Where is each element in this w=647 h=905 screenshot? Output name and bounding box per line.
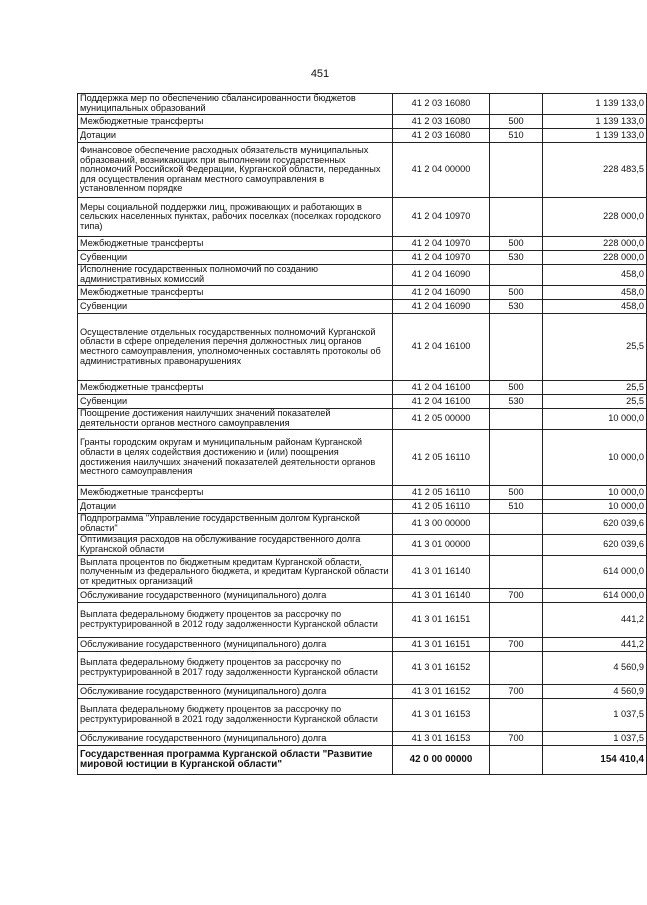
row-amount-cell: 228 000,0 [543, 237, 647, 251]
table-row [78, 143, 647, 198]
row-name-cell: Межбюджетные трансферты [78, 115, 393, 129]
row-code-cell: 41 3 01 16151 [393, 638, 490, 652]
row-code-cell: 41 2 04 16090 [393, 300, 490, 314]
row-name-cell: Оптимизация расходов на обслуживание государственного долга Курганской области [78, 535, 393, 556]
row-amount-cell: 228 483,5 [543, 143, 647, 198]
row-name-cell: Поощрение достижения наилучших значений показателей деятельности органов местного самоуправления [78, 409, 393, 430]
row-name-cell: Меры социальной поддержки лиц, проживающих и работающих в сельских населенных пунктах, рабочих поселках (поселках городского типа) [78, 198, 393, 237]
row-code-cell: 41 2 05 16110 [393, 500, 490, 514]
row-name-cell: Субвенции [78, 395, 393, 409]
row-vr-cell: 530 [490, 251, 543, 265]
row-amount-cell: 458,0 [543, 265, 647, 286]
table-row [78, 746, 647, 775]
row-amount-cell: 4 560,9 [543, 652, 647, 685]
table-row [78, 603, 647, 638]
budget-table [77, 93, 647, 775]
table-row [78, 115, 647, 129]
row-name-cell: Исполнение государственных полномочий по созданию административных комиссий [78, 265, 393, 286]
row-vr-cell [490, 652, 543, 685]
row-amount-cell: 1 139 133,0 [543, 94, 647, 115]
row-amount-cell: 10 000,0 [543, 430, 647, 486]
table-row [78, 430, 647, 486]
row-code-cell: 41 2 04 16100 [393, 395, 490, 409]
row-code-cell: 41 2 04 10970 [393, 237, 490, 251]
table-row [78, 732, 647, 746]
table-row [78, 300, 647, 314]
table-row [78, 535, 647, 556]
row-name-cell: Обслуживание государственного (муниципального) долга [78, 638, 393, 652]
row-vr-cell: 530 [490, 395, 543, 409]
table-row [78, 265, 647, 286]
row-code-cell: 41 3 01 16152 [393, 685, 490, 699]
row-amount-cell: 4 560,9 [543, 685, 647, 699]
row-amount-cell: 1 037,5 [543, 699, 647, 732]
row-name-cell: Выплата федеральному бюджету процентов за рассрочку по реструктурированной в 2012 году задолженности Курганской области [78, 603, 393, 638]
row-code-cell: 41 3 01 16151 [393, 603, 490, 638]
row-vr-cell: 700 [490, 589, 543, 603]
row-amount-cell: 25,5 [543, 314, 647, 381]
row-name-cell: Дотации [78, 129, 393, 143]
table-row [78, 556, 647, 589]
row-amount-cell: 25,5 [543, 395, 647, 409]
row-amount-cell: 1 037,5 [543, 732, 647, 746]
table-row [78, 395, 647, 409]
row-code-cell: 42 0 00 00000 [393, 746, 490, 775]
row-vr-cell: 530 [490, 300, 543, 314]
table-row [78, 286, 647, 300]
row-vr-cell: 510 [490, 129, 543, 143]
row-vr-cell [490, 94, 543, 115]
table-row [78, 652, 647, 685]
row-vr-cell: 700 [490, 732, 543, 746]
row-vr-cell [490, 699, 543, 732]
row-amount-cell: 1 139 133,0 [543, 129, 647, 143]
table-row [78, 486, 647, 500]
row-vr-cell [490, 746, 543, 775]
row-vr-cell: 700 [490, 685, 543, 699]
budget-table-body [78, 94, 647, 775]
row-vr-cell [490, 535, 543, 556]
table-row [78, 198, 647, 237]
row-amount-cell: 228 000,0 [543, 251, 647, 265]
row-vr-cell [490, 556, 543, 589]
row-vr-cell: 500 [490, 486, 543, 500]
row-amount-cell: 10 000,0 [543, 486, 647, 500]
row-vr-cell [490, 409, 543, 430]
row-name-cell: Межбюджетные трансферты [78, 286, 393, 300]
row-name-cell: Субвенции [78, 251, 393, 265]
row-name-cell: Финансовое обеспечение расходных обязательств муниципальных образований, возникающих при выполнении государственных полномочий Российской Федерации, Курганской области, переданных для осуществления органам местного самоуправления в установленном порядке [78, 143, 393, 198]
row-name-cell: Межбюджетные трансферты [78, 381, 393, 395]
row-amount-cell: 10 000,0 [543, 409, 647, 430]
row-code-cell: 41 2 04 00000 [393, 143, 490, 198]
row-vr-cell [490, 603, 543, 638]
row-name-cell: Осуществление отдельных государственных полномочий Курганской области в сфере определения перечня должностных лиц органов местного самоуправления, уполномоченных составлять протоколы об административных правонарушениях [78, 314, 393, 381]
table-row [78, 94, 647, 115]
row-amount-cell: 614 000,0 [543, 556, 647, 589]
row-vr-cell [490, 265, 543, 286]
table-row [78, 381, 647, 395]
table-row [78, 589, 647, 603]
row-vr-cell [490, 430, 543, 486]
row-code-cell: 41 3 01 16152 [393, 652, 490, 685]
row-vr-cell [490, 314, 543, 381]
row-code-cell: 41 3 01 16153 [393, 699, 490, 732]
row-code-cell: 41 3 01 16140 [393, 589, 490, 603]
row-name-cell: Государственная программа Курганской области "Развитие мировой юстиции в Курганской области" [78, 746, 393, 775]
row-name-cell: Гранты городским округам и муниципальным районам Курганской области в целях содействия достижению и (или) поощрения достижения наилучших значений показателей деятельности органов местного самоуправления [78, 430, 393, 486]
row-name-cell: Обслуживание государственного (муниципального) долга [78, 589, 393, 603]
row-name-cell: Подпрограмма "Управление государственным долгом Курганской области" [78, 514, 393, 535]
table-row [78, 514, 647, 535]
table-row [78, 699, 647, 732]
row-amount-cell: 620 039,6 [543, 514, 647, 535]
row-code-cell: 41 2 04 16090 [393, 265, 490, 286]
row-vr-cell: 500 [490, 115, 543, 129]
table-row [78, 500, 647, 514]
row-amount-cell: 25,5 [543, 381, 647, 395]
row-vr-cell [490, 143, 543, 198]
row-code-cell: 41 2 05 00000 [393, 409, 490, 430]
row-name-cell: Выплата федеральному бюджету процентов за рассрочку по реструктурированной в 2017 году задолженности Курганской области [78, 652, 393, 685]
row-vr-cell [490, 514, 543, 535]
row-code-cell: 41 2 03 16080 [393, 115, 490, 129]
row-amount-cell: 614 000,0 [543, 589, 647, 603]
table-row [78, 314, 647, 381]
row-code-cell: 41 3 01 00000 [393, 535, 490, 556]
table-row [78, 237, 647, 251]
row-code-cell: 41 2 04 16100 [393, 314, 490, 381]
row-name-cell: Межбюджетные трансферты [78, 486, 393, 500]
row-code-cell: 41 3 01 16140 [393, 556, 490, 589]
row-amount-cell: 441,2 [543, 638, 647, 652]
row-vr-cell [490, 198, 543, 237]
row-code-cell: 41 3 00 00000 [393, 514, 490, 535]
table-row [78, 409, 647, 430]
table-row [78, 685, 647, 699]
row-vr-cell: 500 [490, 237, 543, 251]
row-name-cell: Выплата федеральному бюджету процентов за рассрочку по реструктурированной в 2021 году задолженности Курганской области [78, 699, 393, 732]
row-name-cell: Межбюджетные трансферты [78, 237, 393, 251]
row-vr-cell: 510 [490, 500, 543, 514]
row-amount-cell: 1 139 133,0 [543, 115, 647, 129]
row-code-cell: 41 2 04 16100 [393, 381, 490, 395]
row-amount-cell: 620 039,6 [543, 535, 647, 556]
row-name-cell: Обслуживание государственного (муниципального) долга [78, 732, 393, 746]
row-name-cell: Субвенции [78, 300, 393, 314]
row-amount-cell: 10 000,0 [543, 500, 647, 514]
row-code-cell: 41 2 04 10970 [393, 198, 490, 237]
row-code-cell: 41 3 01 16153 [393, 732, 490, 746]
page-number: 451 [310, 68, 330, 80]
table-row [78, 129, 647, 143]
row-code-cell: 41 2 03 16080 [393, 129, 490, 143]
row-vr-cell: 500 [490, 286, 543, 300]
row-code-cell: 41 2 03 16080 [393, 94, 490, 115]
row-code-cell: 41 2 04 10970 [393, 251, 490, 265]
row-code-cell: 41 2 05 16110 [393, 430, 490, 486]
row-amount-cell: 228 000,0 [543, 198, 647, 237]
row-name-cell: Дотации [78, 500, 393, 514]
row-amount-cell: 154 410,4 [543, 746, 647, 775]
table-row [78, 251, 647, 265]
row-name-cell: Обслуживание государственного (муниципального) долга [78, 685, 393, 699]
table-row [78, 638, 647, 652]
row-name-cell: Поддержка мер по обеспечению сбалансированности бюджетов муниципальных образований [78, 94, 393, 115]
row-code-cell: 41 2 04 16090 [393, 286, 490, 300]
row-amount-cell: 441,2 [543, 603, 647, 638]
row-name-cell: Выплата процентов по бюджетным кредитам Курганской области, полученным из федерального бюджета, и кредитам Курганской области от кредитных организаций [78, 556, 393, 589]
row-vr-cell: 700 [490, 638, 543, 652]
row-code-cell: 41 2 05 16110 [393, 486, 490, 500]
row-amount-cell: 458,0 [543, 300, 647, 314]
row-amount-cell: 458,0 [543, 286, 647, 300]
row-vr-cell: 500 [490, 381, 543, 395]
